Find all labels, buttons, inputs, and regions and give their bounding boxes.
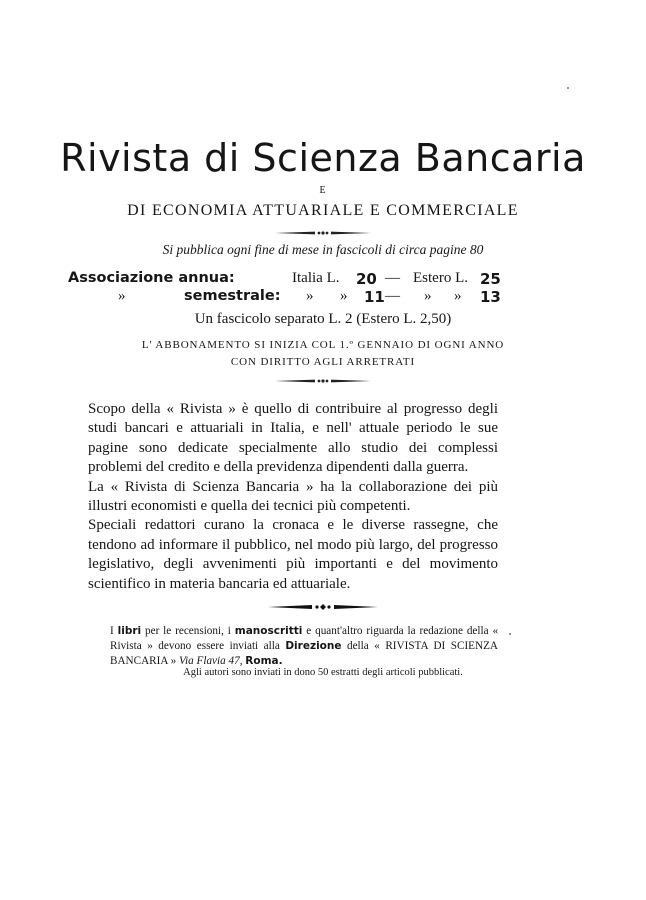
offprints-note: Agli autori sono inviati in dono 50 estratti degli articoli pubblicati. (183, 667, 463, 678)
semester-italy-price: 11 (364, 288, 385, 306)
subscription-notice-line-2: CON DIRITTO AGLI ARRETRATI (230, 356, 416, 368)
footnote-text: I (110, 625, 114, 637)
semester-subscription-row (68, 288, 512, 308)
editorial-footnote (110, 624, 498, 669)
description-paragraph: La « Rivista di Scienza Bancaria » ha la collaborazione dei più illustri economisti e quella dei tecnici più competenti. (88, 478, 498, 515)
ornament-rule-icon (275, 378, 371, 384)
journal-subtitle: DI ECONOMIA ATTUARIALE E COMMERCIALE (127, 202, 519, 219)
semester-dash: — (385, 288, 400, 304)
title-conjunction: E (319, 185, 327, 196)
annual-italy-price: 20 (356, 270, 377, 288)
footnote-text: per le recensioni, i (145, 625, 231, 637)
annual-dash: — (385, 270, 400, 286)
footnote-text: della « RIVISTA DI SCIENZA BANCARIA » (110, 640, 499, 667)
description-paragraph: Speciali redattori curano la cronaca e le diverse rassegne, che tendono ad informare il pubblico, nel modo più largo, del progresso legislativo, degli avvenimenti più importanti e del movimento scientifico in materia bancaria ed attuariale. (88, 517, 498, 592)
paper-speck (567, 87, 569, 89)
footnote-text: e quant'altro riguarda la redazione della « Rivista » devono essere inviati alla (110, 625, 499, 652)
semester-ditto-4: » (454, 288, 462, 304)
ornament-divider-bottom (0, 603, 646, 611)
semester-ditto-3: » (424, 288, 432, 304)
journal-description (88, 400, 498, 594)
semester-label: semestrale: (184, 288, 281, 304)
footnote-address: Via Flavia 47, (179, 655, 243, 667)
ornament-rule-icon (268, 603, 378, 611)
ornament-divider-top (0, 230, 646, 236)
publication-note: Si pubblica ogni fine di mese in fascicoli di circa pagine 80 (162, 242, 484, 257)
semester-abroad-price: 13 (480, 288, 501, 306)
footnote-direction: Direzione (285, 640, 342, 652)
footnote-books: libri (117, 625, 142, 637)
annual-subscription-row (68, 270, 512, 290)
semester-ditto-1: » (306, 288, 314, 304)
single-issue-price: Un fascicolo separato L. 2 (Estero L. 2,50) (194, 311, 452, 327)
ornament-rule-icon (275, 230, 371, 236)
semester-ditto-mark: » (118, 288, 126, 304)
semester-ditto-2: » (340, 288, 348, 304)
annual-label: Associazione annua: (68, 270, 235, 286)
footnote-city: Roma. (245, 655, 283, 667)
paper-speck (509, 633, 511, 635)
annual-abroad-price: 25 (480, 270, 501, 288)
annual-italy-label: Italia L. (292, 270, 340, 286)
ornament-divider-middle (0, 378, 646, 384)
annual-abroad-label: Estero L. (413, 270, 468, 286)
description-paragraph: Scopo della « Rivista » è quello di contribuire al progresso degli studi bancari e attuariali in Italia, e nell' attuale periodo le sue pagine sono dedicate specialmente allo studio dei complessi problemi del credito e della previdenza dipendenti dalla guerra. (88, 401, 498, 476)
subscription-notice-line-1: L' ABBONAMENTO SI INIZIA COL 1.º GENNAIO DI OGNI ANNO (141, 339, 505, 351)
footnote-manuscripts: manoscritti (234, 625, 303, 637)
journal-title: Rivista di Scienza Bancaria (60, 136, 586, 180)
